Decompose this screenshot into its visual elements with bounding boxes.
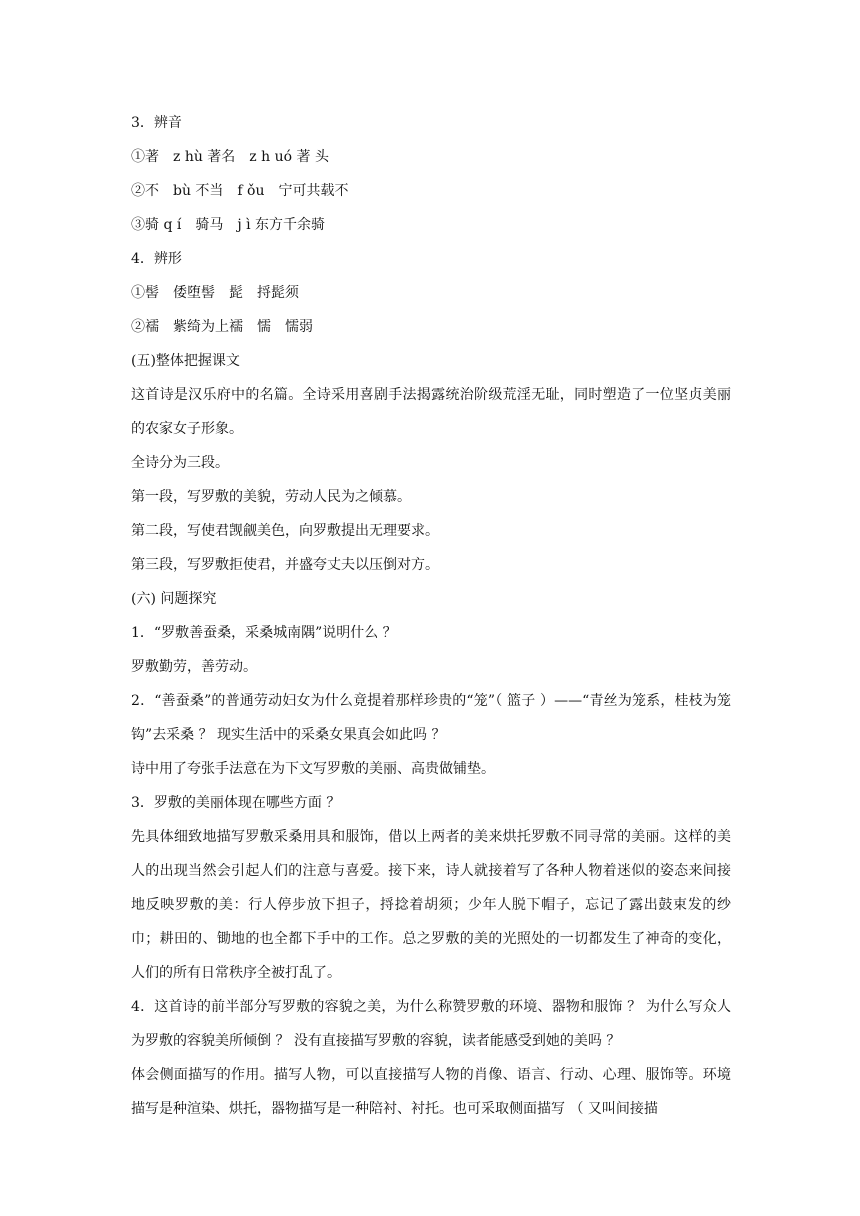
heading-form: 4．辨形 — [131, 251, 182, 267]
heading-pronunciation: 3．辨音 — [131, 115, 182, 131]
section-line: 第二段，写使君觊觎美色，向罗敷提出无理要求。 — [131, 523, 439, 539]
document-body — [131, 106, 731, 1126]
question-4: 4．这首诗的前半部分写罗敷的容貌之美，为什么称赞罗敷的环境、器物和服饰 ？ 为什么写众人为罗敷的容貌美所倾倒 ？ 没有直接描写罗敷的容貌，读者能感受到她的美吗 ？ — [131, 999, 731, 1049]
answer-2: 诗中用了夸张手法意在为下文写罗敷的美丽、高贵做铺垫。 — [131, 761, 495, 777]
question-1: 1．“罗敷善蚕桑，采桑城南隅”说明什么 ？ — [131, 625, 397, 641]
heading-overview: (五)整体把握课文 — [131, 353, 240, 369]
overview-paragraph: 这首诗是汉乐府中的名篇。全诗采用喜剧手法揭露统治阶级荒淫无耻，同时塑造了一位坚贞美丽的农家女子形象。 — [131, 387, 731, 437]
heading-inquiry: (六) 问题探究 — [131, 591, 217, 607]
question-3: 3．罗敷的美丽体现在哪些方面 ？ — [131, 795, 341, 811]
section-line: 第三段，写罗敷拒使君，并盛夸丈夫以压倒对方。 — [131, 557, 439, 573]
section-line: 全诗分为三段。 — [131, 455, 229, 471]
section-line: 第一段，写罗敷的美貌，劳动人民为之倾慕。 — [131, 489, 411, 505]
answer-1: 罗敷勤劳，善劳动。 — [131, 659, 257, 675]
pronunciation-item: ③骑 q í 骑马 j ì 东方千余骑 — [131, 217, 326, 233]
answer-4: 体会侧面描写的作用。描写人物，可以直接描写人物的肖像、语言、行动、心理、服饰等。环境描写是种渲染、烘托，器物描写是一种陪衬、衬托。也可采取侧面描写 （ 又叫间接描 — [131, 1067, 731, 1117]
answer-3: 先具体细致地描写罗敷采桑用具和服饰，借以上两者的美来烘托罗敷不同寻常的美丽。这样的美人的出现当然会引起人们的注意与喜爱。接下来，诗人就接着写了各种人物着迷似的姿态来间接地反映罗敷的美：行人停步放下担子，捋捻着胡须；少年人脱下帽子，忘记了露出鼓束发的纱巾；耕田的、锄地的也全都下手中的工作。总之罗敷的美的光照处的一切都发生了神奇的变化，人们的所有日常秩序全被打乱了。 — [131, 829, 731, 981]
form-item: ②襦 紫绮为上襦 懦 懦弱 — [131, 319, 313, 335]
pronunciation-item: ①著 z hù 著名 z h uó 著 头 — [131, 149, 329, 165]
question-2: 2．“善蚕桑”的普通劳动妇女为什么竟提着那样珍贵的“笼”（ 篮子 ）——“青丝为笼系，桂枝为笼钩”去采桑 ？ 现实生活中的采桑女果真会如此吗 ？ — [131, 693, 731, 743]
form-item: ①髻 倭堕髻 髭 捋髭须 — [131, 285, 299, 301]
pronunciation-item: ②不 bù 不当 f ǒu 宁可共载不 — [131, 183, 349, 199]
